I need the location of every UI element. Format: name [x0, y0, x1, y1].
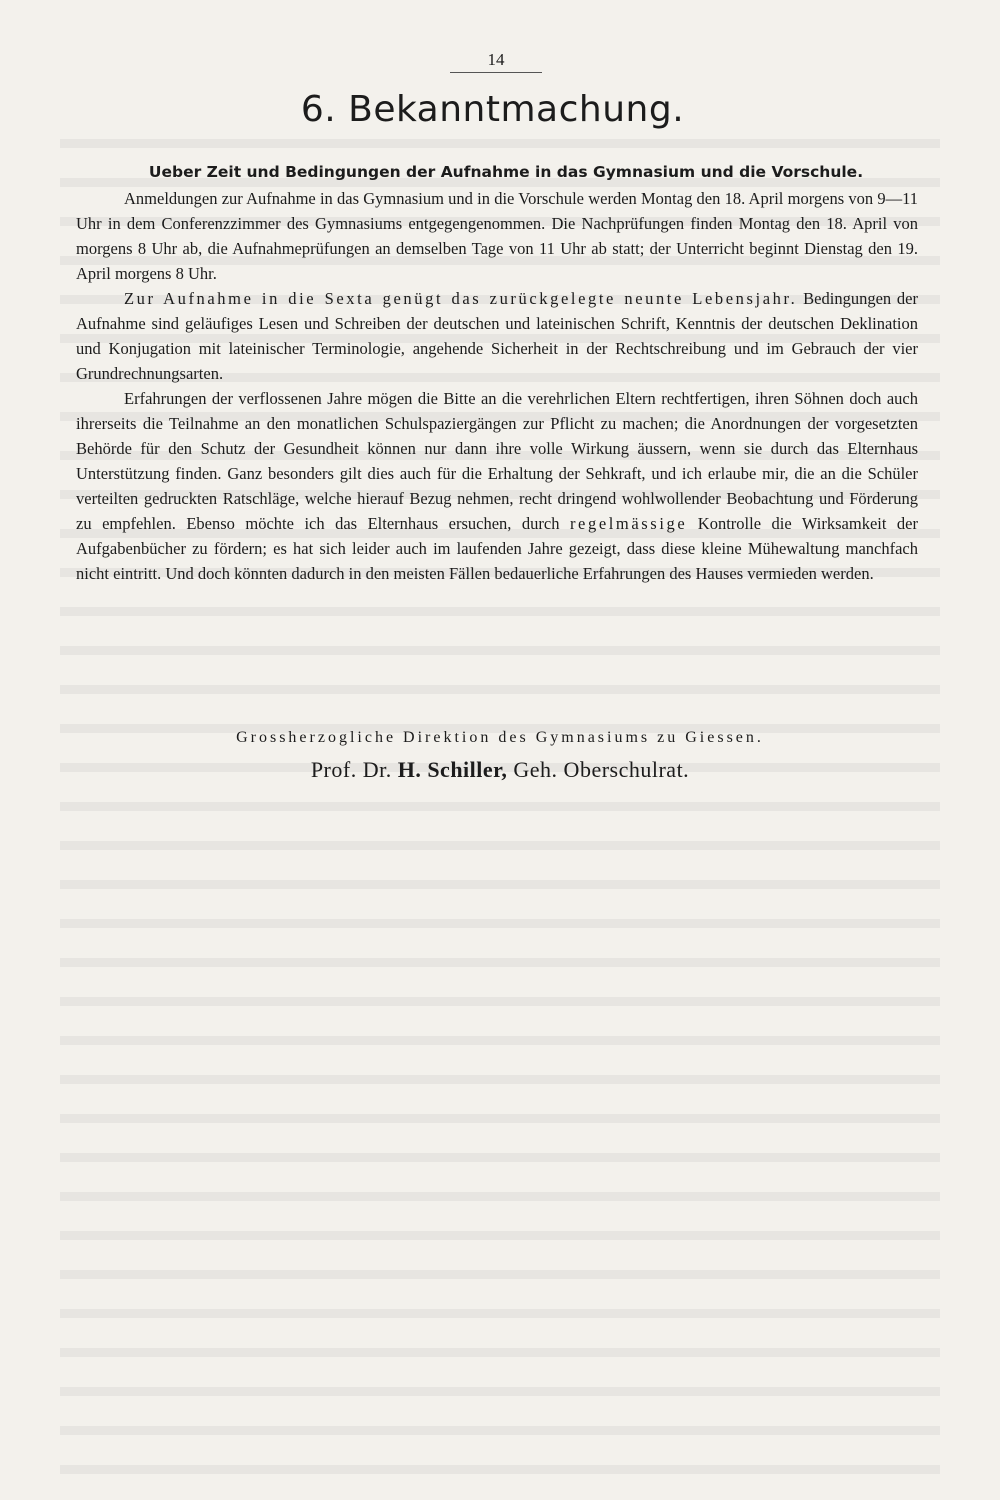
- signature-line: [0, 757, 1000, 783]
- signatory-institution: Grossherzogliche Direktion des Gymnasiums zu Giessen.: [236, 729, 764, 746]
- signature-suffix: Geh. Oberschulrat.: [507, 757, 690, 782]
- signature-prefix: Prof. Dr.: [310, 757, 398, 782]
- page-number: 14: [450, 50, 542, 73]
- paragraph-parents-request: [76, 386, 918, 586]
- paragraph-text: Kontrolle die Wirksamkeit der Aufgabenbücher zu fördern; es hat sich leider auch im laufenden Jahre gezeigt, dass diese kleine Mühewaltung manchfach nicht eintritt. Und doch könnten dadurch in den meisten Fällen bedauerliche Erfahrungen des Hauses vermieden werden.: [76, 514, 918, 583]
- paragraph-registration: Anmeldungen zur Aufnahme in das Gymnasium und in die Vorschule werden Montag den 18. April morgens von 9—11 Uhr in dem Conferenzzimmer des Gymnasiums entgegengenommen. Die Nachprüfungen finden Montag den 18. April von morgens 8 Uhr ab, die Aufnahmeprüfungen an demselben Tage von 11 Uhr ab statt; der Unterricht beginnt Dienstag den 19. April morgens 8 Uhr.: [76, 189, 918, 283]
- paragraph-text: Erfahrungen der verflossenen Jahre mögen die Bitte an die verehrlichen Eltern rechtfertigen, ihren Söhnen doch auch ihrerseits die Teilnahme an den monatlichen Schulspaziergängen zur Pflicht zu machen; die Anordnungen der vorgesetzten Behörde für den Schutz der Gesundheit können nur dann ihre volle Wirkung äussern, wenn sie durch das Elternhaus Unterstützung finden. Ganz besonders gilt dies auch für die Erhaltung der Sehkraft, und ich erlaube mir, die an die Schüler verteilten gedruckten Ratschläge, welche hierauf Bezug nehmen, recht dringend wohlwollender Beobachtung und Förderung zu empfehlen. Ebenso möchte ich das Elternhaus ersuchen, durch: [76, 389, 918, 533]
- section-title: 6. Bekanntmachung.: [300, 89, 685, 130]
- signature-name: H. Schiller,: [397, 757, 508, 782]
- spaced-emphasis: regelmässige: [569, 514, 688, 533]
- paragraph-admission-requirements: [76, 286, 918, 386]
- spaced-emphasis: Zur Aufnahme in die Sexta genügt das zurückgelegte neunte Lebensjahr.: [124, 289, 798, 308]
- section-subtitle: Ueber Zeit und Bedingungen der Aufnahme in das Gymnasium und die Vorschule.: [148, 163, 864, 181]
- paragraph-text: Bedingungen der Aufnahme sind geläufiges Lesen und Schreiben der deutschen und lateinischen Schrift, Kenntnis der deutschen Deklination und Konjugation mit lateinischer Terminologie, angehende Sicherheit in der Rechtschreibung und im Gebrauch der vier Grundrechnungsarten.: [76, 289, 918, 383]
- body-text: [76, 186, 918, 586]
